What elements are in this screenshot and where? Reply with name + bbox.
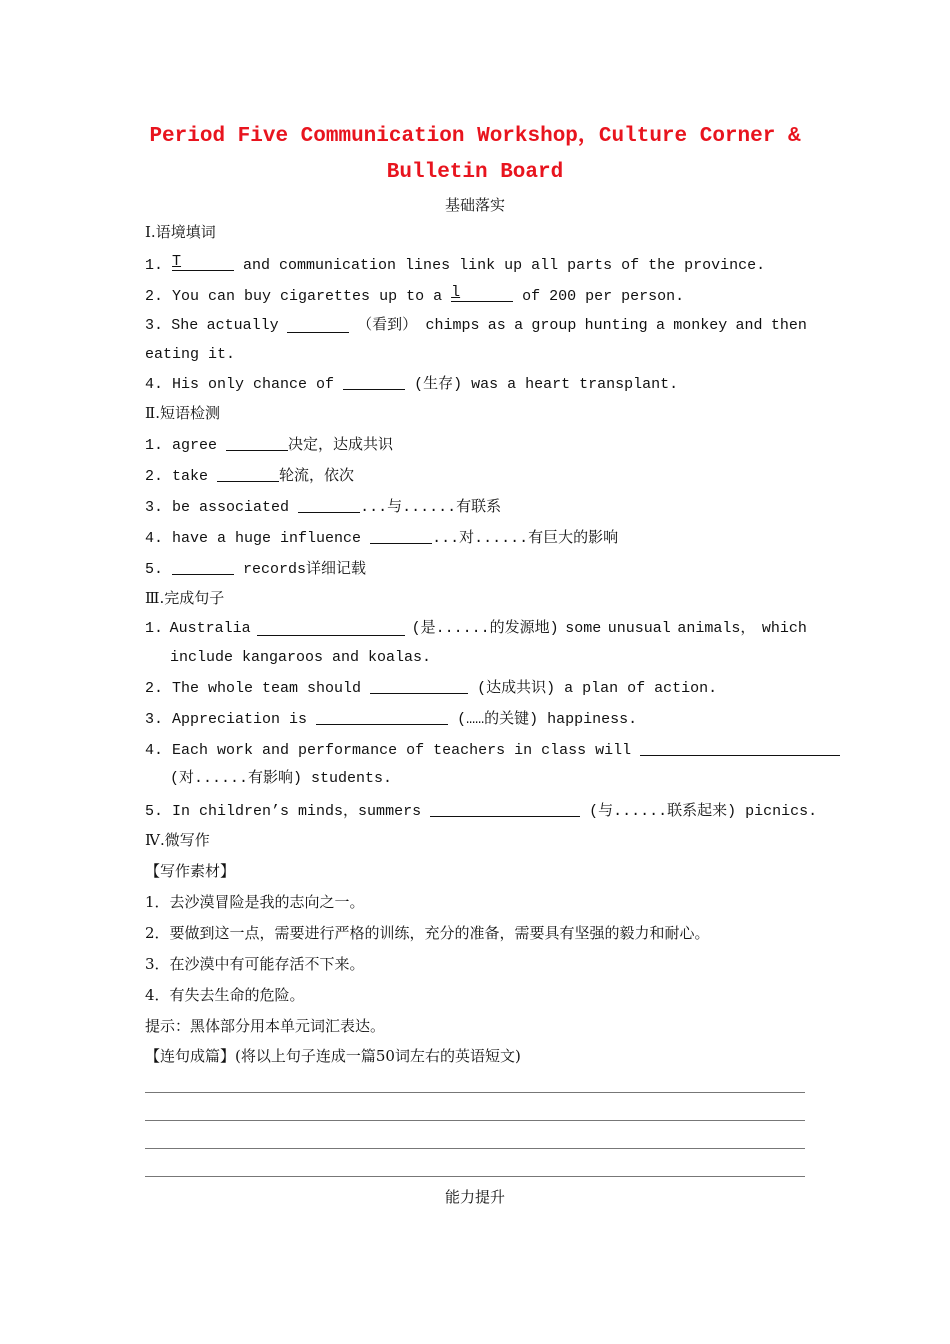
section-basic-heading: 基础落实 (444, 196, 505, 214)
title-line-1: Period Five Communication Workshop，Culture Corner & (149, 125, 801, 148)
part3-item-2 (145, 677, 807, 699)
writing-material-label: 【写作素材】 (145, 862, 236, 880)
part3-item-1 (145, 619, 807, 639)
compose-label: 【连句成篇】 (145, 1047, 236, 1065)
part1-item-2 (145, 285, 807, 307)
word: She (171, 317, 199, 334)
item-number: 1. (145, 437, 164, 454)
part3-item-3 (145, 708, 807, 730)
part2-item-3 (145, 496, 807, 518)
part1-item-1 (145, 254, 807, 276)
item-number: 5. (145, 803, 164, 820)
writing-hint: 提示：黑体部分用本单元词汇表达。 (145, 1017, 386, 1035)
first-letter-hint: T (172, 253, 182, 270)
item-number: 4. (145, 742, 164, 759)
material-item-2: 2．要做到这一点，需要进行严格的训练，充分的准备，需要具有坚强的毅力和耐心。 (145, 924, 710, 942)
word: a (514, 317, 524, 334)
compose-text: (将以上句子连成一篇50词左右的英语短文) (235, 1047, 521, 1065)
item-number: 2. (145, 680, 164, 697)
item-text: records详细记载 (234, 561, 367, 578)
word: and (735, 317, 763, 334)
item-text: 决定，达成共识 (288, 437, 394, 454)
word: then (770, 317, 807, 334)
item-text: agree (172, 437, 227, 454)
word: chimps (425, 317, 480, 334)
writing-line[interactable] (145, 1092, 805, 1093)
word: Australia (169, 620, 251, 637)
part1-item-3-cont: eating it. (145, 346, 236, 363)
part3-item-1-cont: include kangaroos and koalas. (170, 649, 432, 666)
part2-item-5 (145, 558, 807, 580)
word: actually (206, 317, 279, 334)
answer-blank[interactable] (316, 710, 448, 725)
item-text: and communication lines link up all parts of the province. (234, 257, 766, 274)
answer-blank[interactable] (343, 375, 405, 390)
item-text: have a huge influence (172, 530, 371, 547)
part1-heading: Ⅰ.语境填词 (145, 223, 216, 241)
part2-heading: Ⅱ.短语检测 (145, 404, 220, 422)
part1-item-3 (145, 316, 807, 336)
word: as (487, 317, 506, 334)
answer-blank[interactable] (370, 529, 432, 544)
item-text: The whole team should (172, 680, 371, 697)
item-text: (达成共识) a plan of action. (468, 680, 718, 697)
answer-blank[interactable] (172, 560, 234, 575)
word: monkey (673, 317, 728, 334)
item-text: take (172, 468, 218, 485)
compose-instruction (145, 1046, 807, 1066)
item-text: (与......联系起来) picnics. (580, 803, 818, 820)
item-number: 3. (145, 317, 164, 334)
writing-line[interactable] (145, 1148, 805, 1149)
item-number: 3. (145, 499, 164, 516)
answer-blank[interactable] (430, 802, 580, 817)
item-text: of 200 per person. (513, 288, 685, 305)
word: a (655, 317, 665, 334)
answer-blank[interactable] (640, 741, 840, 756)
item-number: 3. (145, 711, 164, 728)
material-item-3: 3．在沙漠中有可能存活不下来。 (145, 955, 365, 973)
word: （看到） (357, 317, 418, 334)
answer-blank[interactable] (226, 436, 288, 451)
item-number: 2. (145, 468, 164, 485)
answer-blank[interactable] (287, 318, 349, 333)
item-text: You can buy cigarettes up to a (172, 288, 452, 305)
answer-blank[interactable] (172, 253, 234, 271)
item-number: 1. (145, 620, 164, 637)
part2-item-4 (145, 527, 807, 549)
word: hunting (584, 317, 648, 334)
title-line-2: Bulletin Board (386, 161, 564, 184)
writing-line[interactable] (145, 1120, 805, 1121)
item-text: In children’s minds，summers (172, 803, 431, 820)
answer-blank[interactable] (257, 621, 405, 636)
part3-item-4 (145, 739, 807, 761)
word: some (565, 620, 602, 637)
part2-item-2 (145, 465, 807, 487)
item-text: Each work and performance of teachers in class will (172, 742, 641, 759)
writing-line[interactable] (145, 1176, 805, 1177)
item-text: ...对......有巨大的影响 (432, 530, 619, 547)
item-number: 4. (145, 376, 164, 393)
part4-heading: Ⅳ.微写作 (145, 831, 210, 849)
material-item-4: 4．有失去生命的危险。 (145, 986, 305, 1004)
answer-blank[interactable] (370, 679, 468, 694)
answer-blank[interactable] (298, 498, 360, 513)
word: unusual (607, 620, 671, 637)
part1-item-4 (145, 373, 807, 395)
item-text: be associated (172, 499, 299, 516)
item-text: His only chance of (172, 376, 344, 393)
item-text: Appreciation is (172, 711, 317, 728)
answer-blank[interactable] (217, 467, 279, 482)
word: which (761, 620, 807, 637)
word: animals， (677, 620, 756, 637)
item-number: 5. (145, 561, 164, 578)
item-text: ...与......有联系 (360, 499, 502, 516)
material-item-1: 1．去沙漠冒险是我的志向之一。 (145, 893, 365, 911)
word: (是......的发源地) (411, 620, 559, 637)
item-number: 2. (145, 288, 164, 305)
item-number: 1. (145, 257, 164, 274)
part3-item-5 (145, 800, 818, 822)
item-number: 4. (145, 530, 164, 547)
answer-blank[interactable] (451, 284, 513, 302)
section-advanced-heading: 能力提升 (444, 1188, 505, 1206)
part3-heading: Ⅲ.完成句子 (145, 589, 225, 607)
first-letter-hint: l (451, 284, 461, 301)
item-text: (生存) was a heart transplant. (405, 376, 679, 393)
item-text: 轮流，依次 (279, 468, 355, 485)
part3-item-4-cont: (对......有影响) students. (170, 770, 393, 787)
part2-item-1 (145, 434, 807, 456)
word: group (531, 317, 577, 334)
item-text: (……的关键) happiness. (448, 711, 638, 728)
